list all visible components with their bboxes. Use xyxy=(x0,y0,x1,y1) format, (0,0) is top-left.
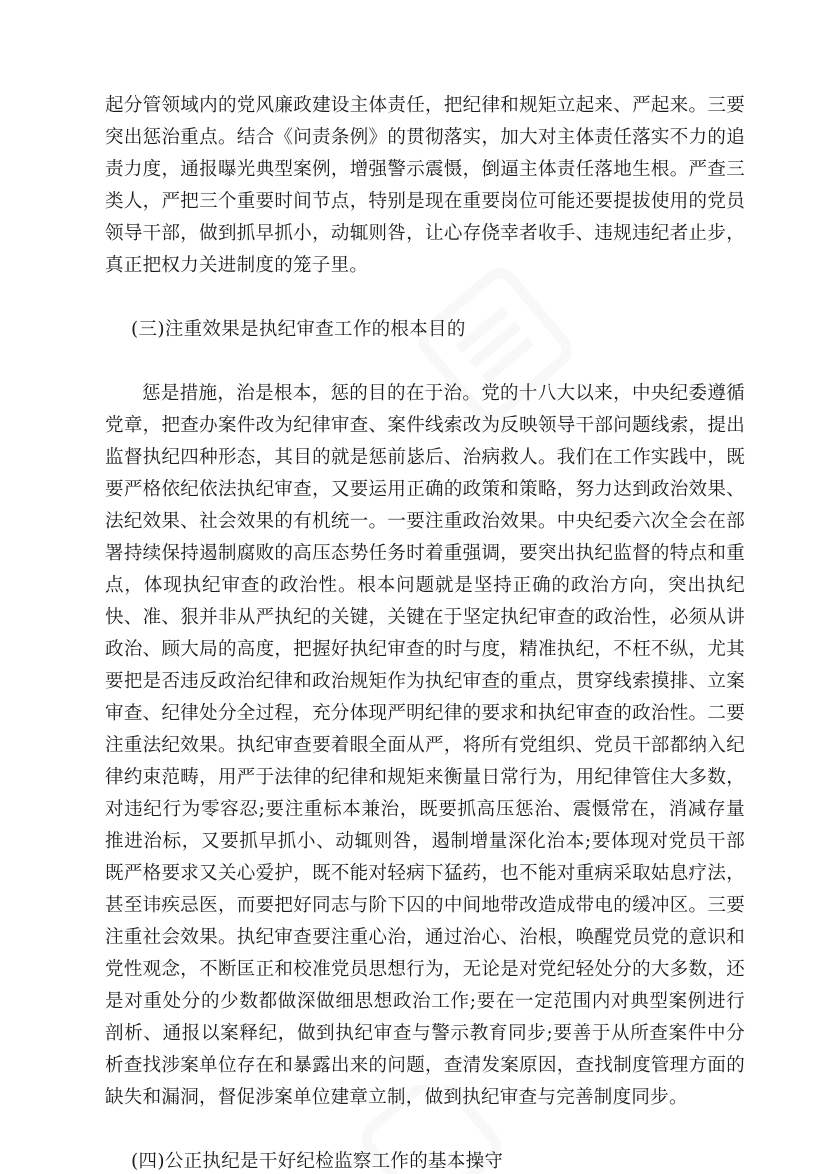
section-heading: (三)注重效果是执纪审查工作的根本目的 xyxy=(131,319,466,340)
body-paragraph: 起分管领域内的党风廉政建设主体责任，把纪律和规矩立起来、严起来。三要突出惩治重点。结合《问责条例》的贯彻落实，加大对主体责任落实不力的追责力度，通报曝光典型案例，增强警示震慑，倒逼主体责任落地生根。严查三类人，严把三个重要时间节点，特别是现在重要岗位可能还要提拔使用的党员领导干部，做到抓早抓小，动辄则咎，让心存侥幸者收手、违规违纪者止步，真正把权力关进制度的笼子里。 xyxy=(105,95,745,276)
section-heading: (四)公正执纪是干好纪检监察工作的基本操守 xyxy=(131,1151,504,1172)
document-body xyxy=(105,90,745,1174)
body-paragraph: 惩是措施，治是根本，惩的目的在于治。党的十八大以来，中央纪委遵循党章，把查办案件改为纪律审查、案件线索改为反映领导干部问题线索，提出监督执纪四种形态，其目的就是惩前毖后、治病救人。我们在工作实践中，既要严格依纪依法执纪审查，又要运用正确的政策和策略，努力达到政治效果、法纪效果、社会效果的有机统一。一要注重政治效果。中央纪委六次全会在部署持续保持遏制腐败的高压态势任务时着重强调，要突出执纪监督的特点和重点，体现执纪审查的政治性。根本问题就是坚持正确的政治方向，突出执纪快、准、狠并非从严执纪的关键，关键在于坚定执纪审查的政治性，必须从讲政治、顾大局的高度，把握好执纪审查的时与度，精准执纪，不枉不纵，尤其要把是否违反政治纪律和政治规矩作为执纪审查的重点，贯穿线索摸排、立案审查、纪律处分全过程，充分体现严明纪律的要求和执纪审查的政治性。二要注重法纪效果。执纪审查要着眼全面从严，将所有党组织、党员干部都纳入纪律约束范畴，用严于法律的纪律和规矩来衡量日常行为，用纪律管住大多数，对违纪行为零容忍;要注重标本兼治，既要抓高压惩治、震慑常在，消减存量推进治标，又要抓早抓小、动辄则咎，遏制增量深化治本;要体现对党员干部既严格要求又关心爱护，既不能对轻病下猛药，也不能对重病采取姑息疗法，甚至讳疾忌医，而要把好同志与阶下囚的中间地带改造成带电的缓冲区。三要注重社会效果。执纪审查要注重心治，通过治心、治根，唤醒党员党的意识和党性观念，不断匡正和校准党员思想行为，无论是对党纪轻处分的大多数，还是对重处分的少数都做深做细思想政治工作;要在一定范围内对典型案例进行剖析、通报以案释纪，做到执纪审查与警示教育同步;要善于从所查案件中分析查找涉案单位存在和暴露出来的问题，查清发案原因，查找制度管理方面的缺失和漏洞，督促涉案单位建章立制，做到执纪审查与完善制度同步。 xyxy=(105,383,745,1108)
paragraph-spacer xyxy=(105,346,745,378)
paragraph-spacer xyxy=(105,282,745,314)
paragraph-spacer xyxy=(105,1114,745,1146)
